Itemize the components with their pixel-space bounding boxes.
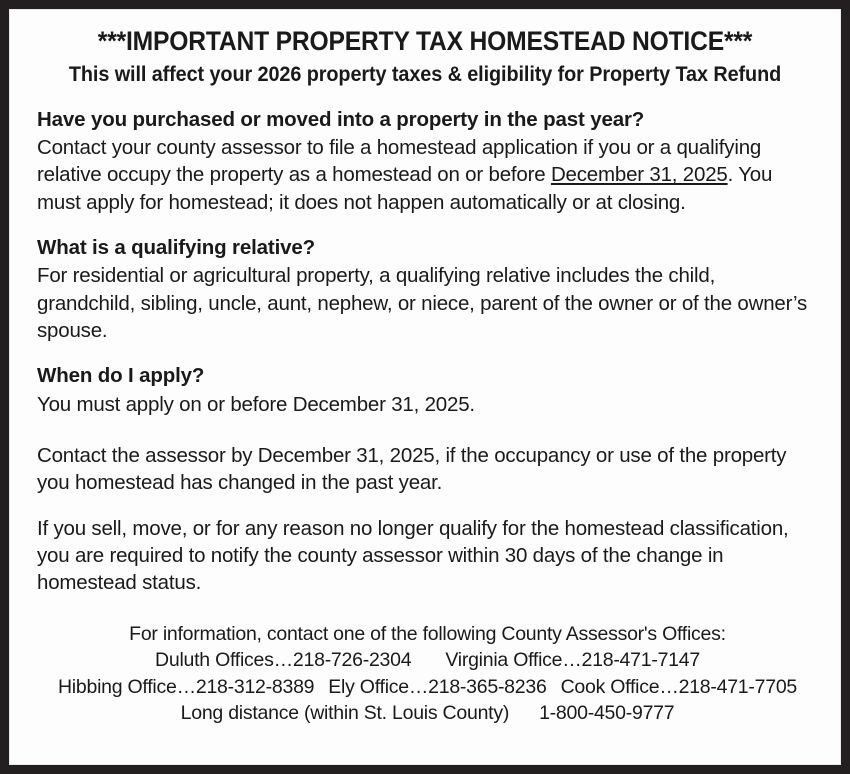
office-phone-hibbing[interactable]: 218-312-8389	[195, 675, 315, 698]
office-separator-duluth: …	[273, 649, 293, 672]
contact-intro-line: For information, contact one of the following County Assessor's Offices:	[129, 622, 726, 645]
paragraph-contact-assessor: Contact the assessor by December 31, 2025, if the occupancy or use of the property you homestead has changed in the past year.	[37, 443, 787, 495]
section-heading-when-do-i-apply: When do I apply?	[37, 364, 205, 388]
page-subtitle: This will affect your 2026 property taxes & eligibility for Property Tax Refund	[68, 62, 782, 86]
office-phone-cook[interactable]: 218-471-7705	[678, 675, 798, 698]
office-phone-ely[interactable]: 218-365-8236	[428, 675, 547, 698]
page-title: ***IMPORTANT PROPERTY TAX HOMESTEAD NOTICE***	[97, 26, 753, 56]
office-separator-cook: …	[659, 675, 679, 698]
office-separator-ely: …	[408, 675, 429, 698]
section-body-purchased-or-moved	[37, 134, 818, 216]
paragraph-sell-move-notify: If you sell, move, or for any reason no longer qualify for the homestead classification, you are required to notify the county assessor within 30 days of the change in homestead status.	[37, 516, 789, 595]
office-separator-hibbing: …	[176, 675, 196, 698]
long-distance-label: Long distance (within St. Louis County)	[180, 702, 510, 725]
section-heading-purchased-or-moved: Have you purchased or moved into a property in the past year?	[37, 107, 645, 131]
office-phone-duluth[interactable]: 218-726-2304	[292, 649, 412, 672]
contact-information-block	[37, 621, 818, 727]
body-text-before-date: Contact your county assessor to file a homestead application if you or a qualifying relative occupy the property as a homestead on or before	[37, 135, 762, 187]
office-phone-virginia[interactable]: 218-471-7147	[581, 649, 700, 672]
body-text-after-date: . You must apply for homestead; it does not happen automatically or at closing.	[37, 163, 773, 214]
section-when-do-i-apply	[37, 362, 818, 418]
section-purchased-or-moved	[37, 106, 818, 216]
section-body-qualifying-relative: For residential or agricultural property, a qualifying relative includes the child, grandchild, sibling, uncle, aunt, nephew, or niece, parent of the owner or of the owner’s spouse.	[37, 264, 808, 342]
notice-body	[9, 9, 841, 765]
contact-line-hibbing-ely-cook	[37, 674, 818, 701]
office-name-hibbing: Hibbing Office	[57, 675, 177, 698]
notice-content	[28, 106, 822, 727]
office-name-virginia: Virginia Office	[445, 649, 563, 672]
contact-line-duluth-virginia	[37, 647, 818, 674]
title-block	[28, 20, 822, 86]
long-distance-phone[interactable]: 1-800-450-9777	[539, 702, 675, 725]
office-name-duluth: Duluth Offices	[155, 649, 274, 672]
office-name-ely: Ely Office	[328, 675, 409, 698]
section-qualifying-relative	[37, 234, 818, 344]
contact-line-long-distance	[37, 700, 818, 727]
section-body-when-do-i-apply: You must apply on or before December 31, 2025.	[37, 392, 475, 416]
office-name-cook: Cook Office	[560, 675, 660, 698]
section-heading-qualifying-relative: What is a qualifying relative?	[37, 236, 316, 260]
homestead-deadline-date: December 31, 2025	[550, 163, 728, 187]
office-separator-virginia: …	[562, 649, 582, 672]
